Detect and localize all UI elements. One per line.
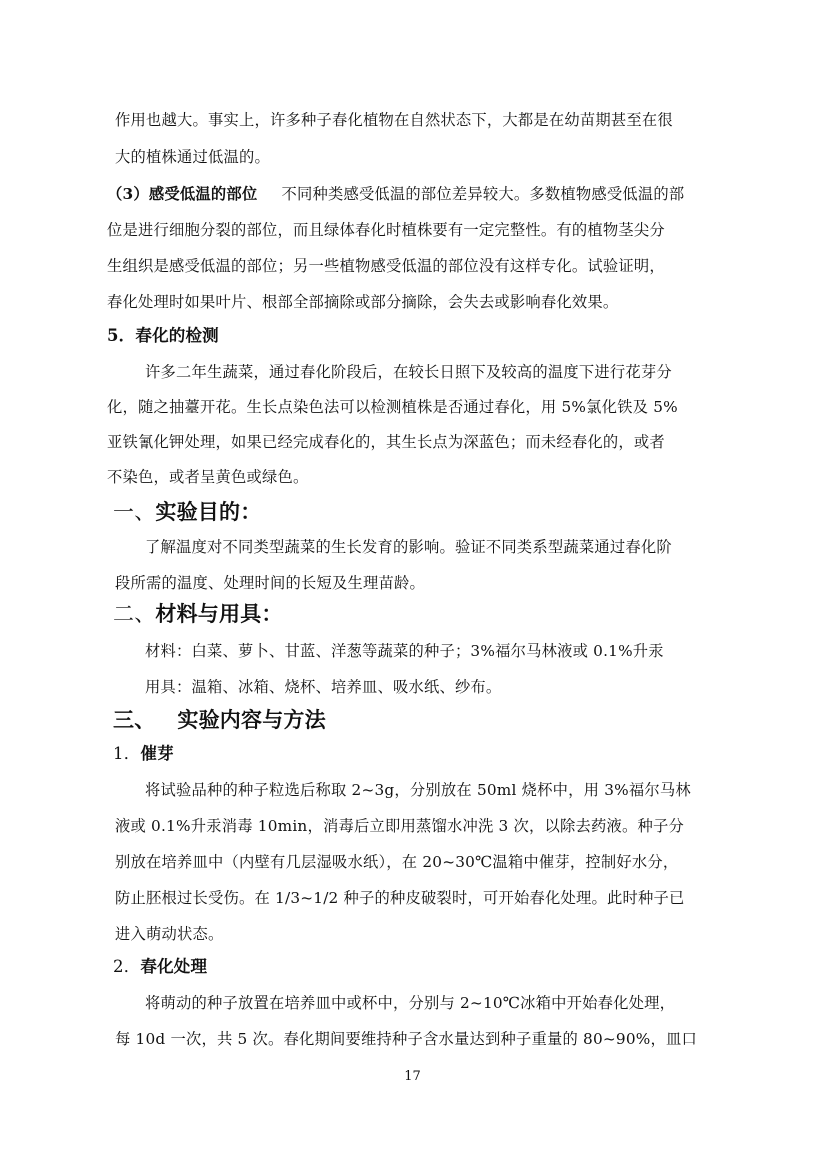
body-line: 防止胚根过长受伤。在 1/3~1/2 种子的种皮破裂时，可开始春化处理。此时种子已 [115,889,685,907]
heading-title: 材料与用具： [155,601,283,626]
body-line: 位是进行细胞分裂的部位，而且绿体春化时植株要有一定完整性。有的植物茎尖分 [107,221,665,239]
section-heading-2 [113,601,283,627]
subsection-number: 2． [113,957,141,976]
subsection-heading-1 [113,744,174,764]
body-line: 化，随之抽薹开花。生长点染色法可以检测植株是否通过春化，用 5%氯化铁及 5% [107,398,678,416]
inline-heading: （3）感受低温的部位 [107,185,258,203]
body-line: 生组织是感受低温的部位；另一些植物感受低温的部位没有这样专化。试验证明， [107,257,665,275]
section-heading-3 [113,707,326,733]
subsection-number: 1． [113,744,141,763]
heading-prefix: 三、 [113,707,156,732]
body-line: 了解温度对不同类型蔬菜的生长发育的影响。验证不同类系型蔬菜通过春化阶 [145,538,672,556]
body-line: 作用也越大。事实上，许多种子春化植物在自然状态下，大都是在幼苗期甚至在很 [115,111,673,129]
heading-title: 实验内容与方法 [177,707,326,732]
body-line: 大的植株通过低温的。 [115,148,270,166]
body-line: 亚铁氰化钾处理，如果已经完成春化的，其生长点为深蓝色；而未经春化的，或者 [107,433,665,451]
page-number: 17 [404,1069,421,1084]
heading-prefix: 一、 [113,500,156,524]
body-line: 许多二年生蔬菜，通过春化阶段后，在较长日照下及较高的温度下进行花芽分 [145,363,672,381]
body-line: 段所需的温度、处理时间的长短及生理苗龄。 [115,574,425,592]
section-heading-5: 5．春化的检测 [107,326,219,345]
heading-prefix: 二、 [113,602,156,626]
subsection-heading-2 [113,957,207,977]
body-line: 液或 0.1%升汞消毒 10min，消毒后立即用蒸馏水冲洗 3 次，以除去药液。种子分 [115,817,684,835]
body-line: 春化处理时如果叶片、根部全部摘除或部分摘除，会失去或影响春化效果。 [107,293,619,311]
subsection-title: 春化处理 [140,957,208,976]
body-line: 每 10d 一次，共 5 次。春化期间要维持种子含水量达到种子重量的 80~90%，皿口 [115,1030,697,1048]
body-line: 将萌动的种子放置在培养皿中或杯中，分别与 2~10℃冰箱中开始春化处理， [145,994,676,1012]
body-line: 进入萌动状态。 [115,925,224,943]
inline-text: 不同种类感受低温的部位差异较大。多数植物感受低温的部 [281,185,685,203]
body-line: 用具：温箱、冰箱、烧杯、培养皿、吸水纸、纱布。 [145,678,502,696]
section-heading-1 [113,499,261,525]
body-line: 别放在培养皿中（内壁有几层湿吸水纸），在 20~30℃温箱中催芽，控制好水分， [115,853,679,871]
body-line: 材料：白菜、萝卜、甘蓝、洋葱等蔬菜的种子；3%福尔马林液或 0.1%升汞 [145,642,664,660]
body-line: 不染色，或者呈黄色或绿色。 [107,468,309,486]
body-line [107,184,684,204]
body-line: 将试验品种的种子粒选后称取 2~3g，分别放在 50ml 烧杯中，用 3%福尔马林 [145,781,691,799]
subsection-title: 催芽 [140,744,174,763]
heading-title: 实验目的： [155,499,262,524]
